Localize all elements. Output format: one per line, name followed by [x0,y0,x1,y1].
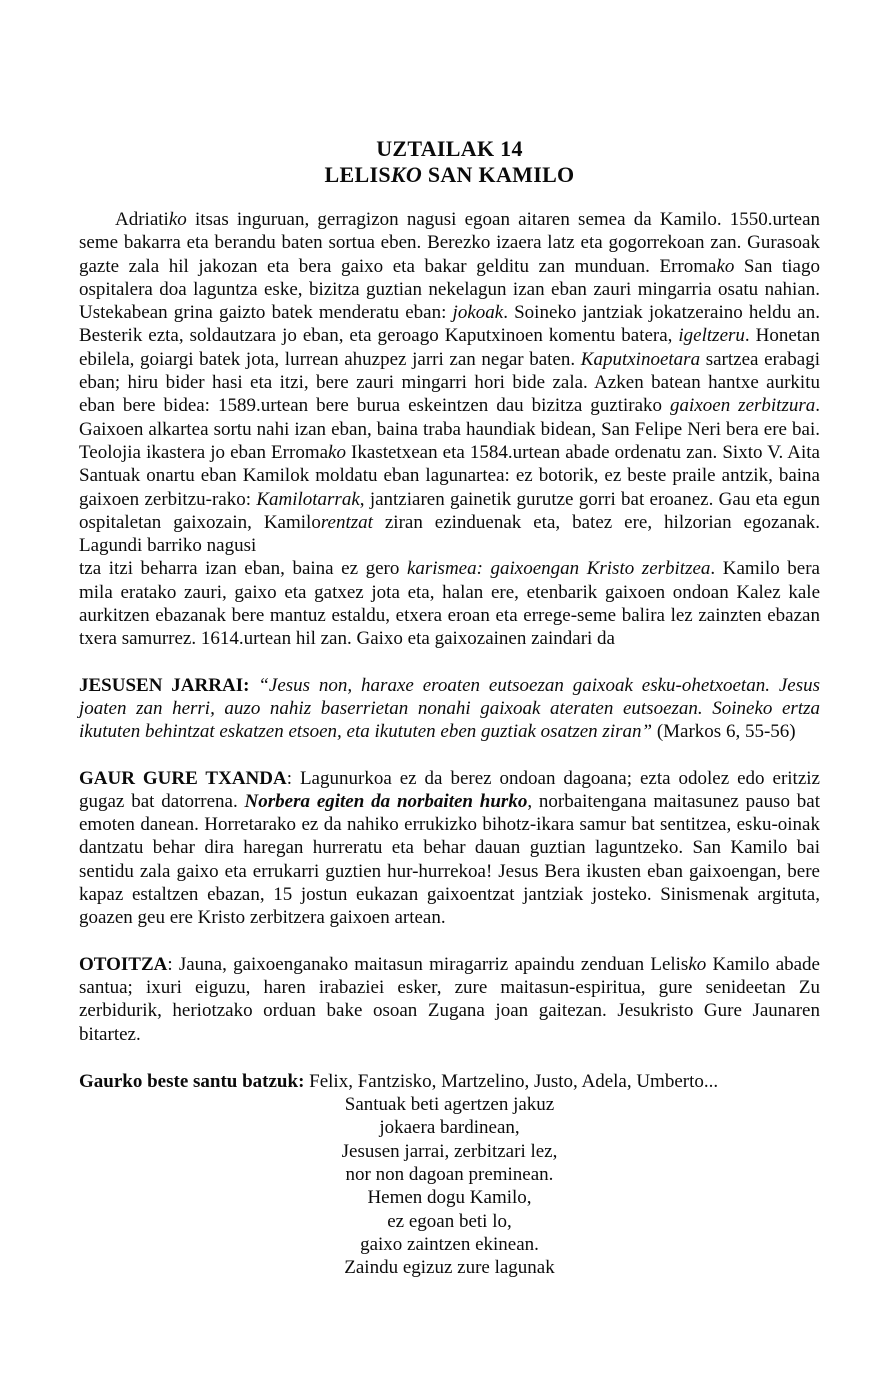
poem-line: gaixo zaintzen ekinean. [360,1233,539,1255]
poem-line: ez egoan beti lo, [387,1210,512,1232]
section-other-saints [79,1070,820,1280]
section-otoitza: OTOITZA: Jauna, gaixoenganako maitasun miragarriz apaindu zenduan Lelisko Kamilo abade santua; ixuri eiguzu, haren irabaziei esker, zure maitasun-espiritua, gure senideetan Zu zerbidurik, heriotzako orduan bake osoan Zugana joan gaitezan. Jesukristo Gure Jaunaren bitartez. [79,953,820,1045]
poem-line: nor non dagoan preminean. [345,1163,554,1185]
title-saint-name: LELISKO SAN KAMILO [324,162,575,187]
section-jesusen-jarrai: JESUSEN JARRAI: “Jesus non, haraxe eroaten eutsoezan gaixoak esku-ohetxoetan. Jesus joaten zan herri, auzo nahiz baserrietan nonahi gaixoak ateraten eutsoezan. Soineko ertza ikututen behintzat eskatzen etsoen, eta ikututen eben guztiak osatzen ziran” (Markos 6, 55-56) [79,674,821,743]
poem-line: Zaindu egizuz zure lagunak [344,1257,555,1279]
paragraph-biography: Adriatiko itsas inguruan, gerragizon nagusi egoan aitaren semea da Kamilo. 1550.urtean seme bakarra eta berandu baten sortua eben. Berezko izaera latz eta gogorrekoan zan. Gurasoak gazte zala hil jakozan eta bera gaixo eta bakar gelditu zan munduan. Erromako San tiago ospitalera doa laguntza eske, bizitza guztian nekelagun izan eban zauri mingarria osatu nahian. Ustekabean grina gaizto batek menderatu eban: jokoak. Soineko jantziak jokatzeraino heldu an. Besterik ezta, soldautzara jo eban, eta geroago Kaputxinoen komentu batera, igeltzeru. Honetan ebilela, goiargi batek jota, lurrean ahuzpez jarri zan negar baten. Kaputxinoetara sartzea erabagi eban; hiru bider hasi eta itzi, bere zauri mingarri hori bide zala. Azken batean hantxe aurkitu eban bere bidea: 1589.urtean bere burua eskeintzen dau bizitza guztirako gaixoen zerbitzura. Gaixoen alkartea sortu nahi izan eban, baina traba haundiak bidean, San Felipe Neri bera ere bai. Teolojia ikastera jo eban Erromako Ikastetxean eta 1584.urtean abade ordenatu zan. Sixto V. Aita Santuak onartu eban Kamilok moldatu eban lagunartea: ez botorik, ez beste praile antzik, baina gaixoen zerbitzu-rako: Kamilotarrak, jantziaren gainetik gurutze gorri bat eroanez. Gau eta egun ospitaletan gaixozain, Kamilorentzat ziran ezinduenak eta, batez ere, hilzorian egozanak. Lagundi barriko nagusi tza itzi beharra izan eban, baina ez gero karismea: gaixoengan Kristo zerbitzea. Kamilo bera mila eratako zauri, gaixo eta gatxez jota eta, halan ere, etenbarik gaixoen ondoan Kalez kale aurkitzen ebazanak bere mantuz estaldu, etxera eroan eta errege-seme balira lez zainzten ebazan txera samurrez. 1614.urtean hil zan. Gaixo eta gaixozainen zaindari da [79,209,821,650]
document-title [79,136,820,188]
poem-line: Santuak beti agertzen jakuz [344,1094,555,1116]
title-date: UZTAILAK 14 [376,136,523,161]
section-gaur-gure-txanda: GAUR GURE TXANDA: Lagunurkoa ez da berez ondoan dagoana; ezta odolez edo eritziz gugaz bat datorrena. Norbera egiten da norbaiten hurko, norbaitengana maitasunez pauso bat emoten danean. Horretarako ez da nahiko errukizko bihotz-ikara samur bat sentitzea, esku-oinak dantzatu behar dira haregan hurreratu eta behar dauan guztian laguntzeko. San Kamilo bai sentidu zala gaixo eta errukarri guztien hur-hurrekoa! Jesus Bera ikusten eban gaixoengan, bere kapaz estaltzen ebazan, 15 jostun eukazan gaixoentzat jantziak josteko. Sinismenak argituta, goazen geu ere Kristo zerbitzera gaixoen artean. [79,767,820,929]
poem-line: Jesusen jarrai, zerbitzari lez, [341,1140,558,1162]
poem-line: jokaera bardinean, [379,1117,520,1139]
saint-poem [79,1093,820,1279]
other-saints-line: Gaurko beste santu batzuk: Felix, Fantzisko, Martzelino, Justo, Adela, Umberto... [79,1070,719,1092]
poem-line: Hemen dogu Kamilo, [367,1187,532,1209]
